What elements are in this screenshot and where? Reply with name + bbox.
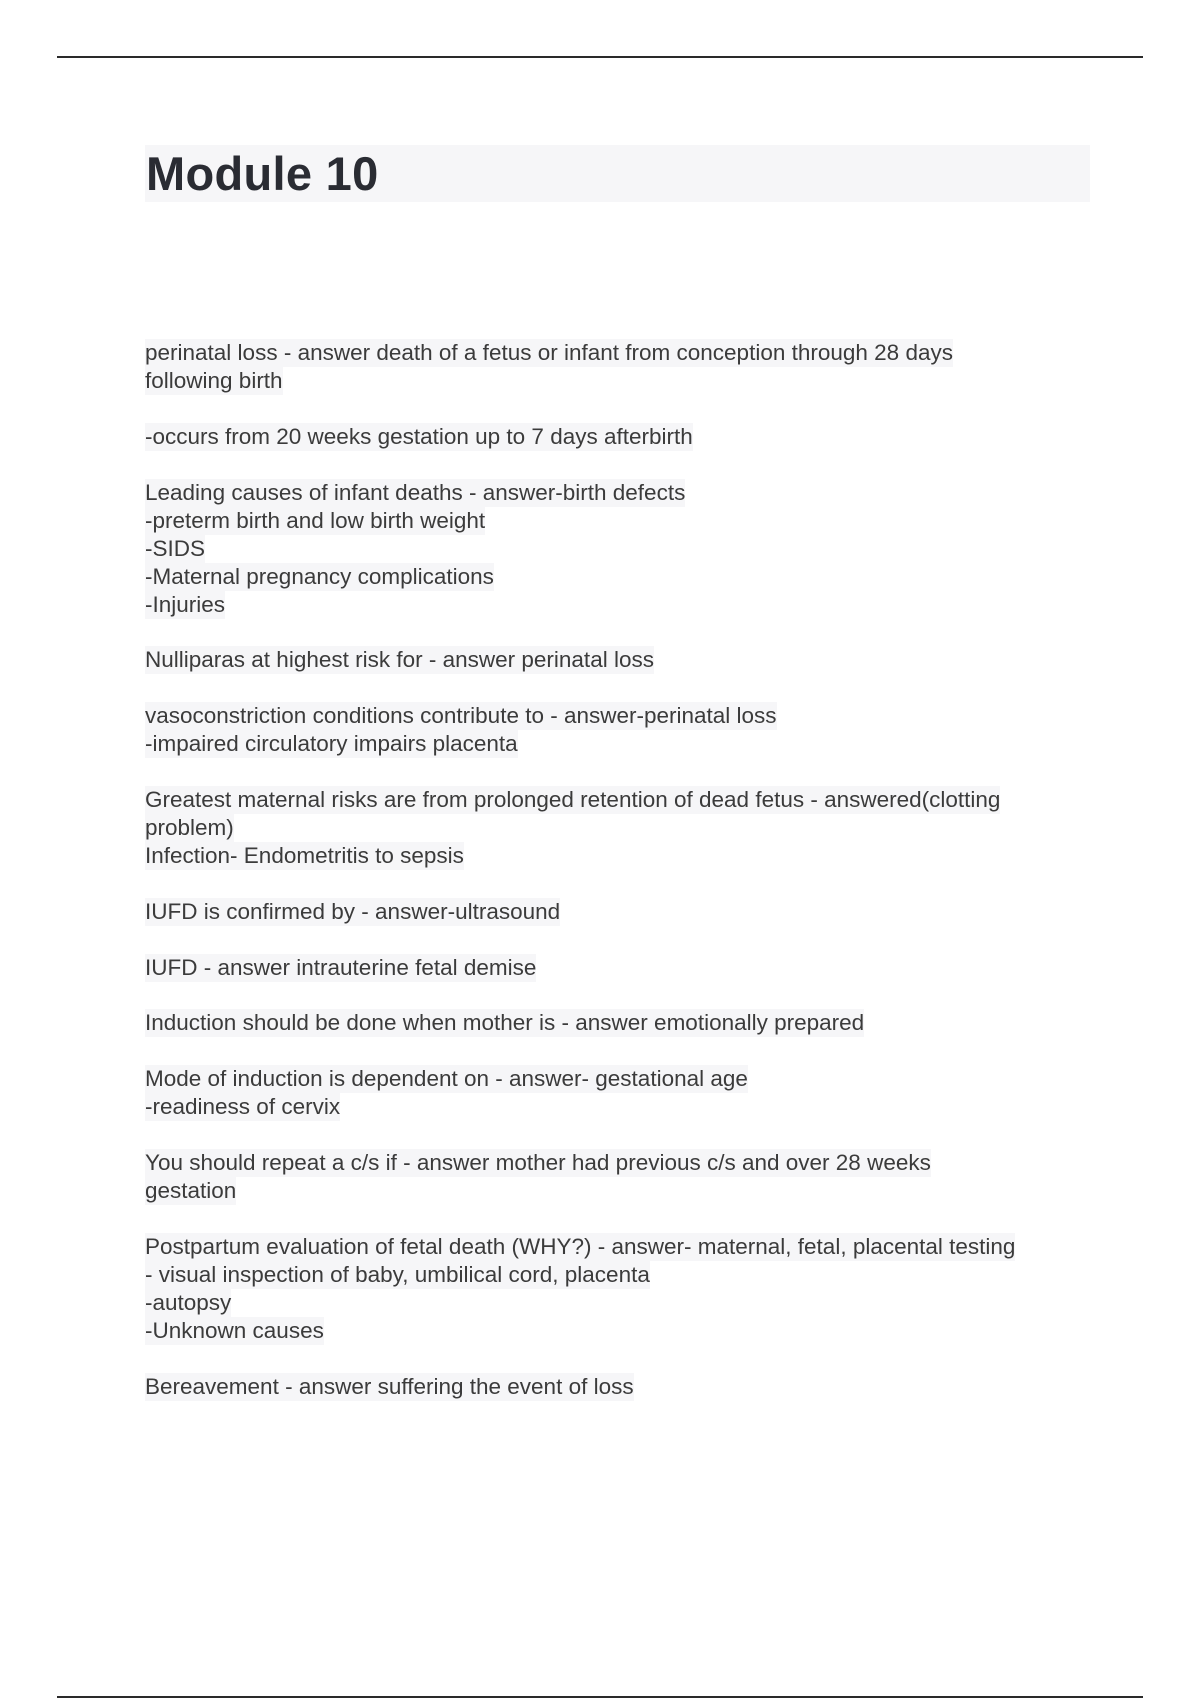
entry-line: following birth bbox=[145, 368, 283, 393]
entry-line: Mode of induction is dependent on - answer- gestational age bbox=[145, 1066, 748, 1092]
flashcard-entry bbox=[145, 898, 1095, 926]
entry-line: IUFD - answer intrauterine fetal demise bbox=[145, 954, 537, 980]
entry-line: perinatal loss - answer death of a fetus or infant from conception through 28 days bbox=[145, 340, 953, 365]
entry-line: -Injuries bbox=[145, 591, 226, 617]
entry-line: -preterm birth and low birth weight bbox=[145, 507, 486, 533]
entry-line: problem) bbox=[145, 814, 234, 840]
flashcard-entry bbox=[145, 423, 1095, 451]
entry-line: Leading causes of infant deaths - answer-birth defects bbox=[145, 479, 686, 505]
entry-line: -impaired circulatory impairs placenta bbox=[145, 731, 518, 757]
entry-line: -SIDS bbox=[145, 535, 206, 561]
entry-line: Infection- Endometritis to sepsis bbox=[145, 842, 464, 868]
bottom-rule bbox=[57, 1696, 1143, 1698]
entry-line: Postpartum evaluation of fetal death (WHY?) - answer- maternal, fetal, placental testing bbox=[145, 1233, 1016, 1259]
flashcard-entry bbox=[145, 954, 1095, 982]
entry-line: Nulliparas at highest risk for - answer perinatal loss bbox=[145, 647, 654, 673]
flashcard-entry bbox=[145, 479, 1095, 619]
flashcard-entry bbox=[145, 1065, 1095, 1121]
flashcard-entry bbox=[145, 786, 1095, 870]
entry-line: -Unknown causes bbox=[145, 1317, 324, 1343]
flashcard-entry bbox=[145, 339, 1095, 395]
entry-line: You should repeat a c/s if - answer mother had previous c/s and over 28 weeks bbox=[145, 1149, 931, 1175]
entry-line: Greatest maternal risks are from prolonged retention of dead fetus - answered(clotting bbox=[145, 786, 1001, 812]
entry-line: Induction should be done when mother is - answer emotionally prepared bbox=[145, 1010, 865, 1036]
flashcard-entry bbox=[145, 1233, 1095, 1345]
flashcard-entry bbox=[145, 1009, 1095, 1037]
flashcard-entry bbox=[145, 1149, 1095, 1205]
entry-line: -occurs from 20 weeks gestation up to 7 days afterbirth bbox=[145, 423, 693, 449]
entry-line: -autopsy bbox=[145, 1289, 232, 1315]
flashcard-entry bbox=[145, 702, 1095, 758]
flashcard-list bbox=[145, 339, 1095, 1428]
entry-line: IUFD is confirmed by - answer-ultrasound bbox=[145, 898, 561, 924]
entry-line: -Maternal pregnancy complications bbox=[145, 563, 494, 589]
entry-line: Bereavement - answer suffering the event of loss bbox=[145, 1373, 634, 1399]
flashcard-entry bbox=[145, 1373, 1095, 1401]
flashcard-entry bbox=[145, 646, 1095, 674]
top-rule bbox=[57, 56, 1143, 58]
entry-line: -readiness of cervix bbox=[145, 1094, 341, 1120]
entry-line: vasoconstriction conditions contribute to - answer-perinatal loss bbox=[145, 703, 777, 729]
entry-line: gestation bbox=[145, 1177, 237, 1203]
page-title: Module 10 bbox=[146, 147, 379, 200]
entry-line: - visual inspection of baby, umbilical cord, placenta bbox=[145, 1261, 650, 1287]
